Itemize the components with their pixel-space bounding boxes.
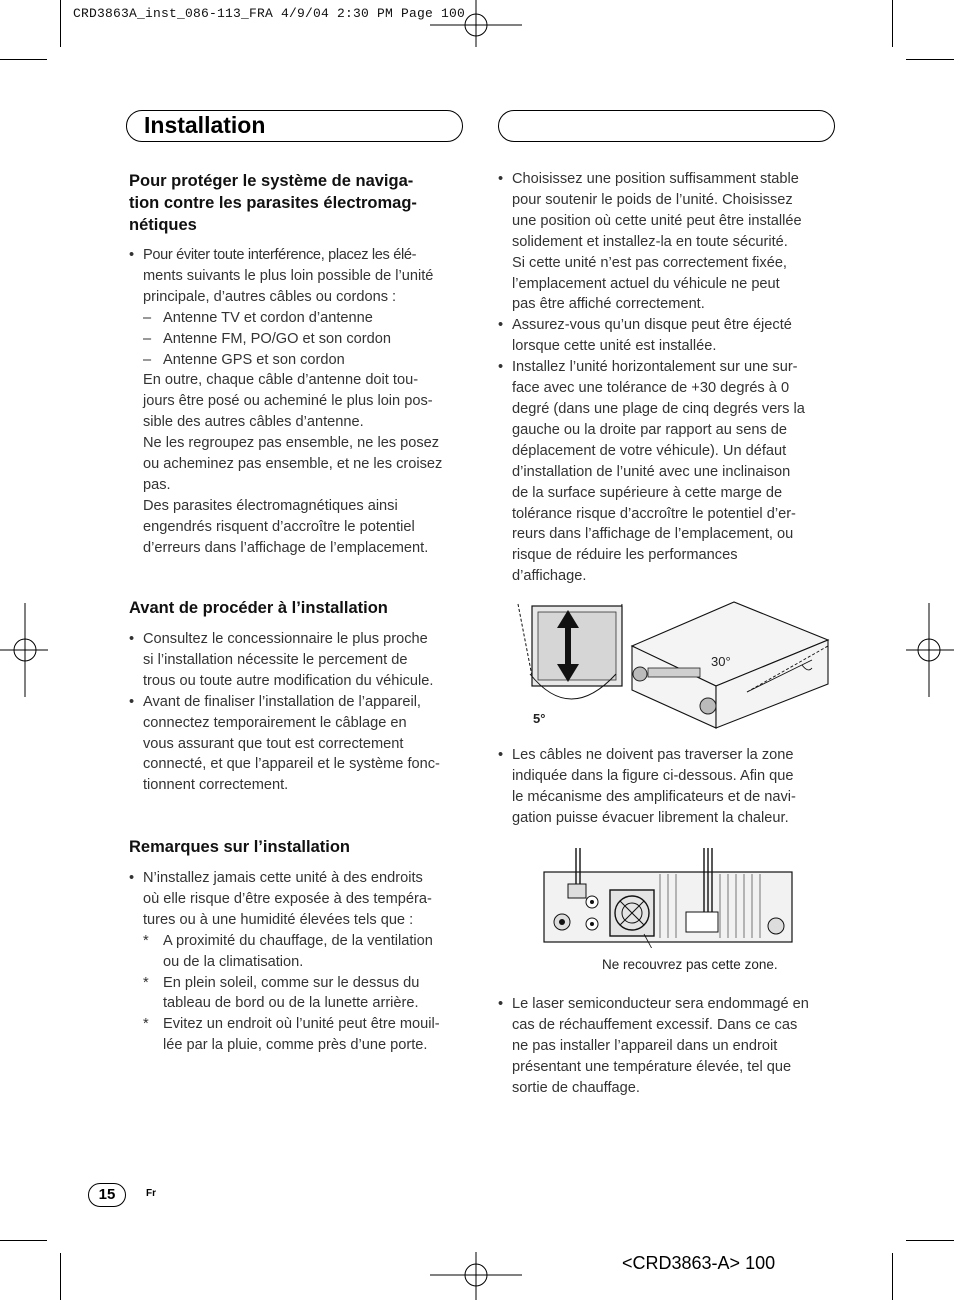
- continuation-text: En outre, chaque câble d’antenne doit tou- jours être posé ou acheminé le plus loin pos- sible des autres câbles d’antenne. Ne les regroupez pas ensemble, ne les posez ou acheminez pas ensemble, et ne les croisez pas. Des parasites électromagnétiques ainsi engendrés risquent d’accroître le potentiel d’erreurs dans l’affichage de l’emplacement.: [143, 372, 443, 556]
- angle-30-label: 30°: [711, 654, 731, 669]
- bullet-item: • Consultez le concessionnaire le plus proche si l’installation nécessite le percement de trous ou toute autre modification du véhicule.: [129, 631, 434, 689]
- bullet-item: • Assurez-vous qu’un disque peut être éjecté lorsque cette unité est installée.: [498, 317, 792, 355]
- right-title-box: [498, 110, 835, 142]
- protection-body: [129, 245, 469, 559]
- heading-before-install: Avant de procéder à l’installation: [129, 599, 388, 617]
- star-item: * Evitez un endroit où l’unité peut être mouil- lée par la pluie, comme près d’une porte.: [143, 1016, 440, 1054]
- section-title-box: [126, 110, 463, 142]
- right-bullet-cables: [498, 745, 838, 829]
- sub-item: – Antenne GPS et son cordon: [143, 351, 345, 368]
- bullet-item: • Les câbles ne doivent pas traverser la zone indiquée dans la figure ci-dessous. Afin que le mécanisme des amplificateurs et de navi- gation puisse évacuer librement la chaleur.: [498, 747, 796, 826]
- star-item: * En plein soleil, comme sur le dessus du tableau de bord ou de la lunette arrière.: [143, 974, 420, 1012]
- figure-caption: Ne recouvrez pas cette zone.: [602, 957, 778, 972]
- sub-item: – Antenne TV et cordon d’antenne: [143, 309, 373, 326]
- section-title: Installation: [144, 112, 266, 138]
- bullet-item: • Choisissez une position suffisamment stable pour soutenir le poids de l’unité. Choisissez une position où cette unité peut être installée solidement et installez-la en toute sécurité. Si cette unité n’est pas correctement fixée, l’emplacement actuel du véhicule ne peut pas être affiché correctement.: [498, 171, 802, 313]
- rear-panel-figure: [540, 838, 796, 948]
- right-bullet-laser: [498, 994, 838, 1099]
- heading-remarks: Remarques sur l’installation: [129, 838, 350, 856]
- right-bullets-top: [498, 169, 838, 587]
- bullet-item: • N’installez jamais cette unité à des endroits où elle risque d’être exposée à des tempéra- tures ou à une humidité élevées tels que :: [129, 870, 432, 928]
- bullet-item: • Le laser semiconducteur sera endommagé en cas de réchauffement excessif. Dans ce cas ne pas installer l’appareil dans un endroit présentant une température élevée, tel que sortie de chauffage.: [498, 996, 809, 1096]
- language-code: Fr: [146, 1188, 156, 1199]
- heading-protection: Pour protéger le système de naviga- tion contre les parasites électromag- nétiques: [129, 172, 417, 234]
- print-header: CRD3863A_inst_086-113_FRA 4/9/04 2:30 PM Page 100: [73, 6, 466, 21]
- bullet-item: • Avant de finaliser l’installation de l’appareil, connectez temporairement le câblage en vous assurant que tout est correctement connecté, et que l’appareil et le système fonc- tionnent correctement.: [129, 693, 440, 794]
- remarks-body: [129, 868, 469, 1056]
- sub-item: – Antenne FM, PO/GO et son cordon: [143, 330, 391, 347]
- star-item: * A proximité du chauffage, de la ventilation ou de la climatisation.: [143, 932, 433, 970]
- footer-code: <CRD3863-A> 100: [622, 1253, 776, 1273]
- bullet-item: • Installez l’unité horizontalement sur une sur- face avec une tolérance de +30 degrés à 0 degré (dans une plage de cinq degrés vers la gauche ou la droite par rapport au sens de déplacement de votre véhicule). Un défaut d’installation de l’unité avec une inclinaison de la surface supérieure à cette marge de tolérance risque d’accroître le potentiel d’er- reurs dans l’affichage de l’emplacement, ou risque de réduire les performances d’affichage.: [498, 359, 805, 585]
- installation-angle-figure: [512, 598, 842, 730]
- angle-5-label: 5°: [533, 711, 546, 726]
- page-number: 15: [88, 1183, 126, 1207]
- before-install-body: [129, 629, 469, 796]
- bullet-item: • Pour éviter toute interférence, placez les élé- ments suivants le plus loin possible de l’unité principale, d’autres câbles ou cordons :: [129, 247, 434, 305]
